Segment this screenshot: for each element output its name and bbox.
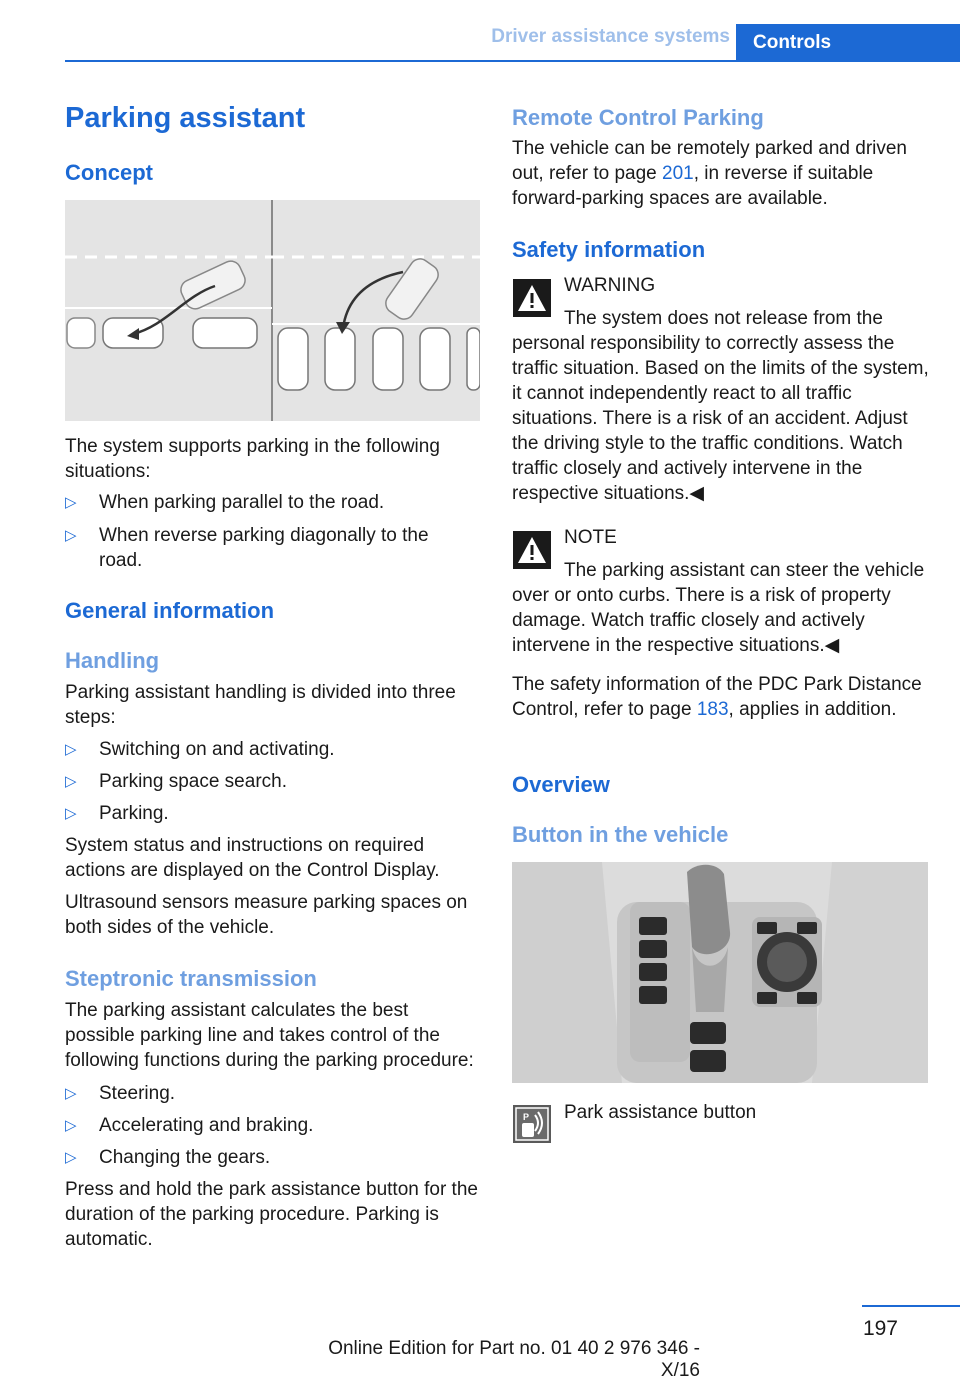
heading-overview: Overview	[512, 772, 610, 797]
bullet-triangle-icon: ▷	[65, 494, 77, 511]
list-item: ▷ Switching on and activating.	[65, 739, 335, 760]
list-item: ▷ Changing the gears.	[65, 1147, 271, 1168]
page-title: Parking assistant	[65, 102, 306, 134]
page-link-201[interactable]: 201	[662, 163, 694, 184]
note-text: The parking assistant can steer the vehicle over or onto curbs. There is a risk of property damage. Watch traffic closely and actively intervene in the respective situations.◀	[512, 560, 925, 656]
bullet-triangle-icon: ▷	[65, 527, 77, 544]
heading-concept: Concept	[65, 160, 153, 185]
heading-remote-control-parking: Remote Control Parking	[512, 105, 764, 130]
heading-steptronic: Steptronic transmission	[65, 966, 317, 991]
list-item: ▷ Steering.	[65, 1083, 176, 1104]
status-paragraph: System status and instructions on required actions are displayed on the Control Display.	[65, 835, 440, 881]
warning-label: WARNING	[564, 275, 656, 296]
bullet-triangle-icon: ▷	[65, 773, 77, 790]
warning-text: The system does not release from the personal responsibility to correctly assess the traffic situation. Based on the limits of the system, it cannot independently react to all traffic situations. There is a risk of an accident. Adjust the driving style to the traffic conditions. Watch traffic closely and actively intervene in the respective situations.◀	[512, 308, 929, 504]
parking-concept-illustration	[65, 200, 480, 421]
ultrasound-paragraph: Ultrasound sensors measure parking spaces on both sides of the vehicle.	[65, 892, 468, 938]
heading-button-in-vehicle: Button in the vehicle	[512, 822, 729, 847]
park-assistance-button-label: Park assistance button	[564, 1102, 757, 1123]
steptronic-paragraph: The parking assistant calculates the best possible parking line and takes control of the following functions during the parking procedure:	[65, 1000, 474, 1071]
bullet-triangle-icon: ▷	[65, 741, 77, 758]
park-assistance-button-icon	[513, 1105, 551, 1143]
concept-intro: The system supports parking in the following situations:	[65, 436, 440, 482]
footer-rule	[862, 1305, 960, 1307]
heading-handling: Handling	[65, 648, 160, 673]
pdc-paragraph: The safety information of the PDC Park Distance Control, refer to page 183, applies in addition.	[512, 674, 922, 720]
parking-diagram-graphic	[65, 200, 480, 421]
bullet-triangle-icon: ▷	[65, 1117, 77, 1134]
header-section-title: Driver assistance systems	[491, 26, 730, 47]
remote-control-paragraph: The vehicle can be remotely parked and driven out, refer to page 201, in reverse if suitable forward-parking spaces are available.	[512, 138, 908, 209]
list-item: ▷ Parking space search.	[65, 771, 287, 792]
page-number: 197	[862, 1317, 898, 1340]
bullet-triangle-icon: ▷	[65, 1149, 77, 1166]
footer-edition: Online Edition for Part no. 01 40 2 976 346 - X/16	[328, 1338, 700, 1381]
page-link-183[interactable]: 183	[696, 699, 729, 720]
list-item: ▷ Accelerating and braking.	[65, 1115, 314, 1136]
header-rule	[65, 60, 960, 62]
list-item: ▷ When parking parallel to the road.	[65, 492, 385, 513]
list-item: ▷ Parking.	[65, 803, 169, 824]
bullet-triangle-icon: ▷	[65, 1085, 77, 1102]
bullet-triangle-icon: ▷	[65, 805, 77, 822]
list-item: ▷ When reverse parking diagonally to the road.	[65, 525, 429, 571]
center-console-photo	[512, 862, 928, 1083]
heading-safety-information: Safety information	[512, 237, 706, 262]
center-console-graphic	[512, 862, 928, 1083]
note-label: NOTE	[564, 527, 617, 548]
svg-text:P: P	[523, 1112, 530, 1122]
heading-general-information: General information	[65, 598, 275, 623]
handling-paragraph: Parking assistant handling is divided into three steps:	[65, 682, 456, 728]
header-chapter-tab: Controls	[736, 24, 960, 62]
press-hold-paragraph: Press and hold the park assistance button for the duration of the parking procedure. Parking is automatic.	[65, 1179, 478, 1250]
